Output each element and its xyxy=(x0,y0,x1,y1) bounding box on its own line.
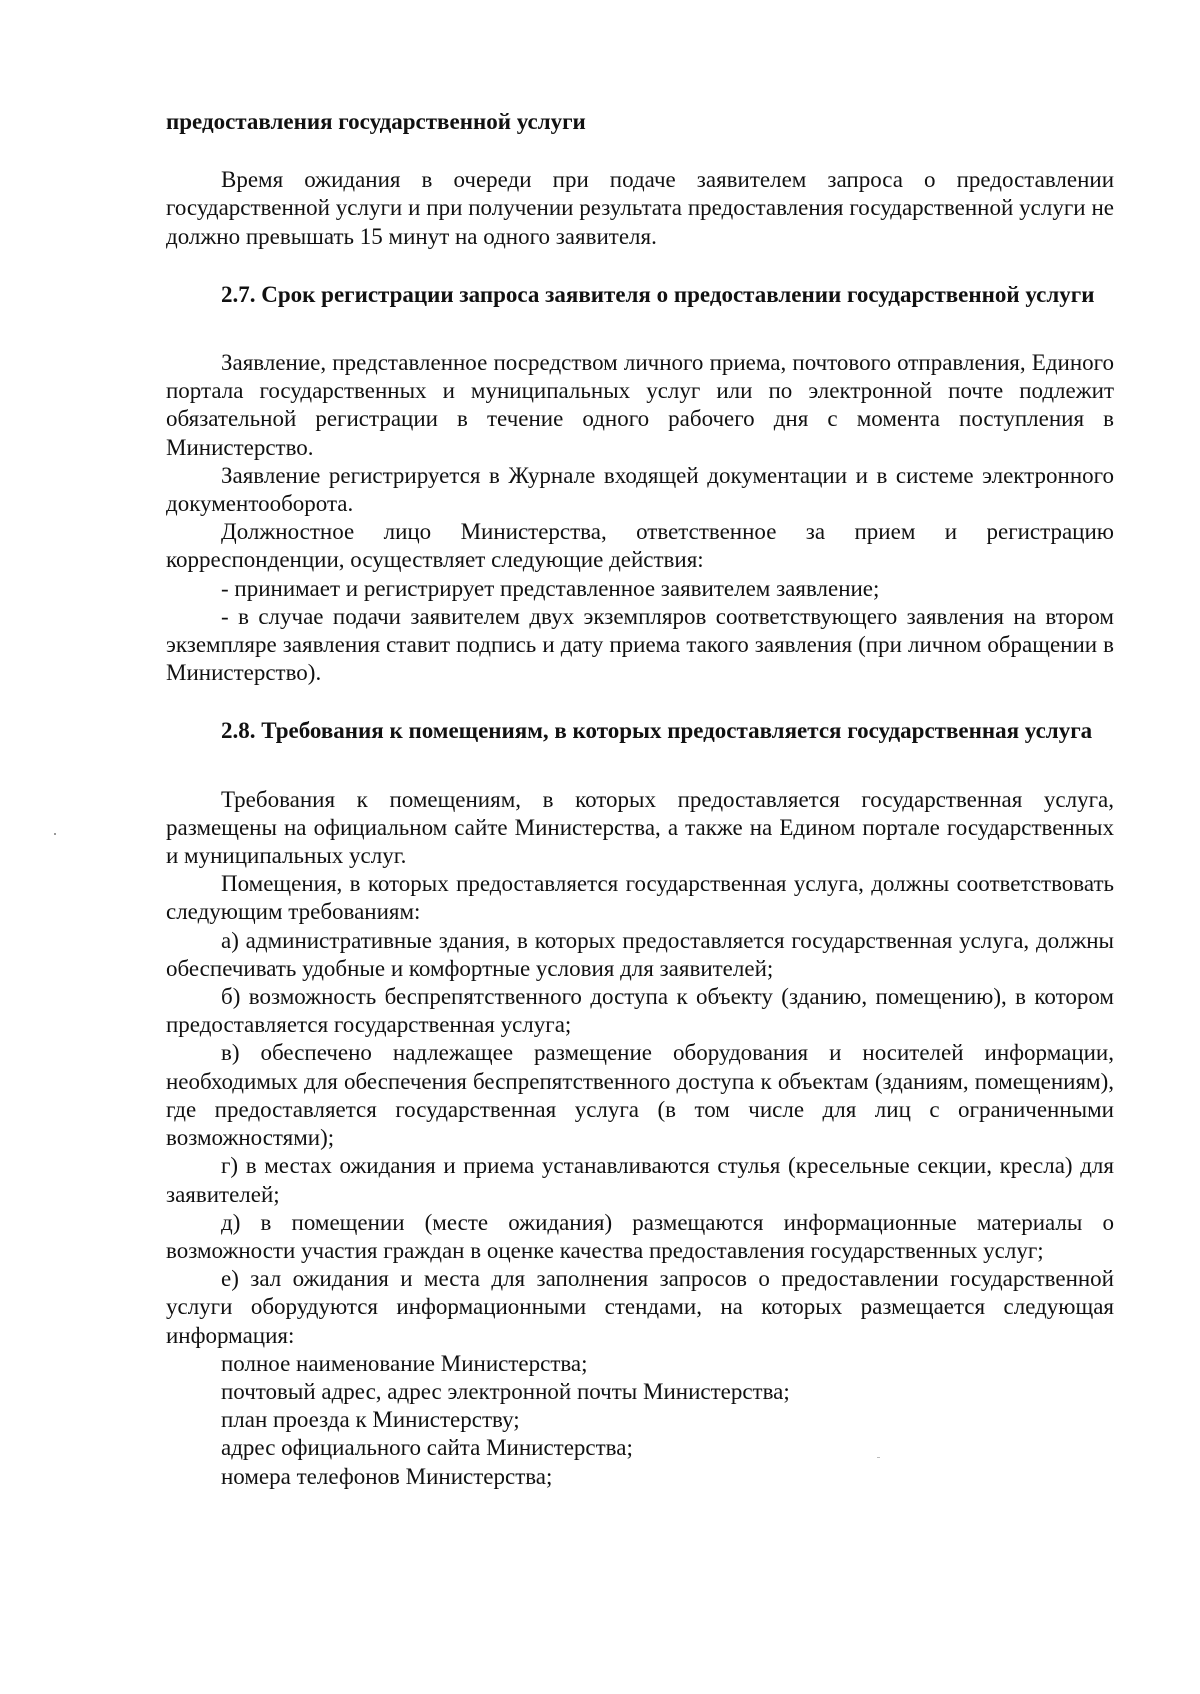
scan-speck xyxy=(54,833,56,835)
section-2-7-paragraph: Заявление, представленное посредством личного приема, почтового отправления, Единого портала государственных и муниципальных услуг или по электронной почте подлежит обязательной регистрации в течение одного рабочего дня с момента поступления в Министерство. xyxy=(166,350,1114,460)
info-list-item: номера телефонов Министерства; xyxy=(221,1463,553,1489)
continued-heading: предоставления государственной услуги xyxy=(166,109,586,134)
spacer xyxy=(166,687,1114,717)
section-2-8-paragraph: е) зал ожидания и места для заполнения запросов о предоставлении государственной услуги оборудуются информационными стендами, на которых размещается следующая информация: xyxy=(166,1266,1114,1348)
spacer xyxy=(166,309,1114,349)
info-list-item: почтовый адрес, адрес электронной почты Министерства; xyxy=(221,1378,790,1404)
info-list-item: план проезда к Министерству; xyxy=(221,1407,520,1433)
section-2-8-paragraph: Помещения, в которых предоставляется государственная услуга, должны соответствовать следующим требованиям: xyxy=(166,871,1114,925)
section-2-7-heading: 2.7. Срок регистрации запроса заявителя о предоставлении государственной услуги xyxy=(221,281,1095,307)
section-2-8-paragraph: Требования к помещениям, в которых предоставляется государственная услуга, размещены на официальном сайте Министерства, а также на Едином портале государственных и муниципальных услуг. xyxy=(166,786,1114,869)
section-2-7-paragraph: Должностное лицо Министерства, ответственное за прием и регистрацию корреспонденции, осуществляет следующие действия: xyxy=(166,519,1114,573)
spacer xyxy=(166,251,1114,281)
section-2-8-heading: 2.8. Требования к помещениям, в которых предоставляется государственная услуга xyxy=(221,718,1093,744)
section-2-8-paragraph: в) обеспечено надлежащее размещение оборудования и носителей информации, необходимых для обеспечения беспрепятственного доступа к объектам (зданиям, помещениям), где предоставляется государственная услуга (в том числе для лиц с ограниченными возможностями); xyxy=(166,1040,1114,1151)
section-2-7-paragraph: - принимает и регистрирует представленное заявителем заявление; xyxy=(221,575,880,601)
section-2-8-paragraph: б) возможность беспрепятственного доступа к объекту (зданию, помещению), в котором предоставляется государственная услуга; xyxy=(166,984,1114,1038)
document-page xyxy=(166,108,1114,1491)
spacer xyxy=(166,136,1114,166)
section-2-7-paragraph: Заявление регистрируется в Журнале входящей документации и в системе электронного документооборота. xyxy=(166,462,1114,517)
section-2-8-paragraph: г) в местах ожидания и приема устанавливаются стулья (кресельные секции, кресла) для заявителей; xyxy=(166,1153,1114,1207)
info-list-item: адрес официального сайта Министерства; xyxy=(221,1435,633,1461)
wait-time-paragraph: Время ожидания в очереди при подаче заявителем запроса о предоставлении государственной услуги и при получении результата предоставления государственной услуги не должно превышать 15 минут на одного заявителя. xyxy=(166,167,1114,249)
section-2-7-paragraph: - в случае подачи заявителем двух экземпляров соответствующего заявления на втором экземпляре заявления ставит подпись и дату приема такого заявления (при личном обращении в Министерство). xyxy=(166,603,1114,686)
section-2-8-paragraph: а) административные здания, в которых предоставляется государственная услуга, должны обеспечивать удобные и комфортные условия для заявителей; xyxy=(166,927,1114,981)
section-2-8-paragraph: д) в помещении (месте ожидания) размещаются информационные материалы о возможности участия граждан в оценке качества предоставления государственных услуг; xyxy=(166,1209,1114,1263)
info-list-item: полное наименование Министерства; xyxy=(221,1350,588,1376)
spacer xyxy=(166,746,1114,786)
